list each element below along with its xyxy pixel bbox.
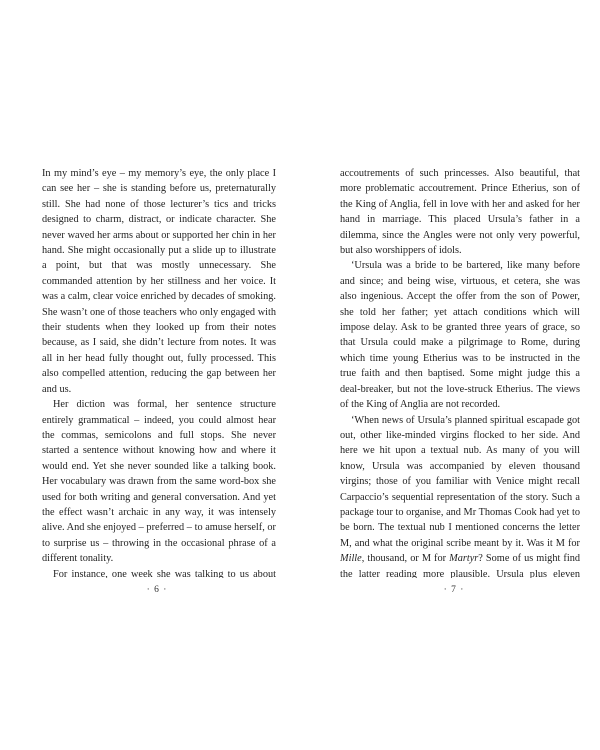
- right-page-number: · 7 ·: [443, 585, 465, 595]
- text-run: ? Some of us might find the latter reading more plausible. Ursula plus eleven: [340, 553, 580, 578]
- paragraph: [340, 258, 580, 412]
- paragraph: [42, 397, 276, 566]
- text-run: For instance, one week she was talking to us about: [53, 568, 276, 578]
- text-run: , thousand, or M for: [361, 553, 450, 565]
- left-page-number: · 6 ·: [146, 585, 168, 595]
- paragraph: [42, 567, 276, 578]
- paragraph: [340, 413, 580, 579]
- text-run: ‘When news of Ursula’s planned spiritual escapade got out, other like-minded virgins flocked to her side. And here we hit upon a textual nub. As many of you will know, Ursula was accompanied by eleven thousand virgins; those of you familiar with Venice might recall Carpaccio’s sequential representation of the story. Such a package tour to organise, and Mr Thomas Cook had yet to be born. The textual nub I mentioned concerns the letter M, and what the original scribe meant by it. Was it M for: [340, 414, 580, 549]
- paragraph: [340, 166, 580, 258]
- italic-text: Martyr: [449, 553, 479, 565]
- paragraph: [42, 166, 276, 397]
- text-run: ‘Ursula was a bride to be bartered, like many before and since; and being wise, virtuous, et cetera, she was also ingenious. Accept the offer from the son of Power, she told her father; yet attach conditions which will impose delay. Ask to be granted three years of grace, so that Ursula could make a pilgrimage to Rome, during which time young Etherius was to be instructed in the true faith and then baptised. Some might judge this a deal-breaker, but not the love-struck Etherius. The views of the King of Anglia are not recorded.: [340, 260, 580, 411]
- text-run: accoutrements of such princesses. Also beautiful, that more problematic accoutrement. Prince Etherius, son of the King of Anglia, fell in love with her and asked for her hand in marriage. This placed Ursula’s father in a dilemma, since the Angles were not only very powerful, but also worshippers of idols.: [340, 168, 580, 257]
- left-page-text: [42, 166, 276, 578]
- italic-text: Mille: [340, 553, 362, 565]
- right-page-text: [340, 166, 580, 578]
- text-run: In my mind’s eye – my memory’s eye, the only place I can see her – she is standing before us, preternaturally still. She had none of those lecturer’s tics and tricks designed to charm, distract, or indicate character. She never waved her arms about or supported her chin in her hand. She might occasionally put a slide up to illustrate a point, but that was mostly unnecessary. She commanded attention by her stillness and her voice. It was a calm, clear voice enriched by decades of smoking. She wasn’t one of those teachers who only engaged with their students when they looked up from their notes because, as I said, she didn’t lecture from notes. It was all in her head fully thought out, fully processed. This also compelled attention, reducing the gap between her and us.: [42, 168, 276, 395]
- right-page: [300, 0, 600, 750]
- text-run: Her diction was formal, her sentence structure entirely grammatical – indeed, you could almost hear the commas, semicolons and full stops. She never started a sentence without knowing how and where it would end. Yet she never sounded like a talking book. Her vocabulary was drawn from the same word-box she used for both writing and general conversation. And yet the effect wasn’t archaic in any way, it was intensely alive. And she enjoyed – preferred – to amuse herself, or to surprise us – throwing in the occasional phrase of a different tonality.: [42, 399, 276, 565]
